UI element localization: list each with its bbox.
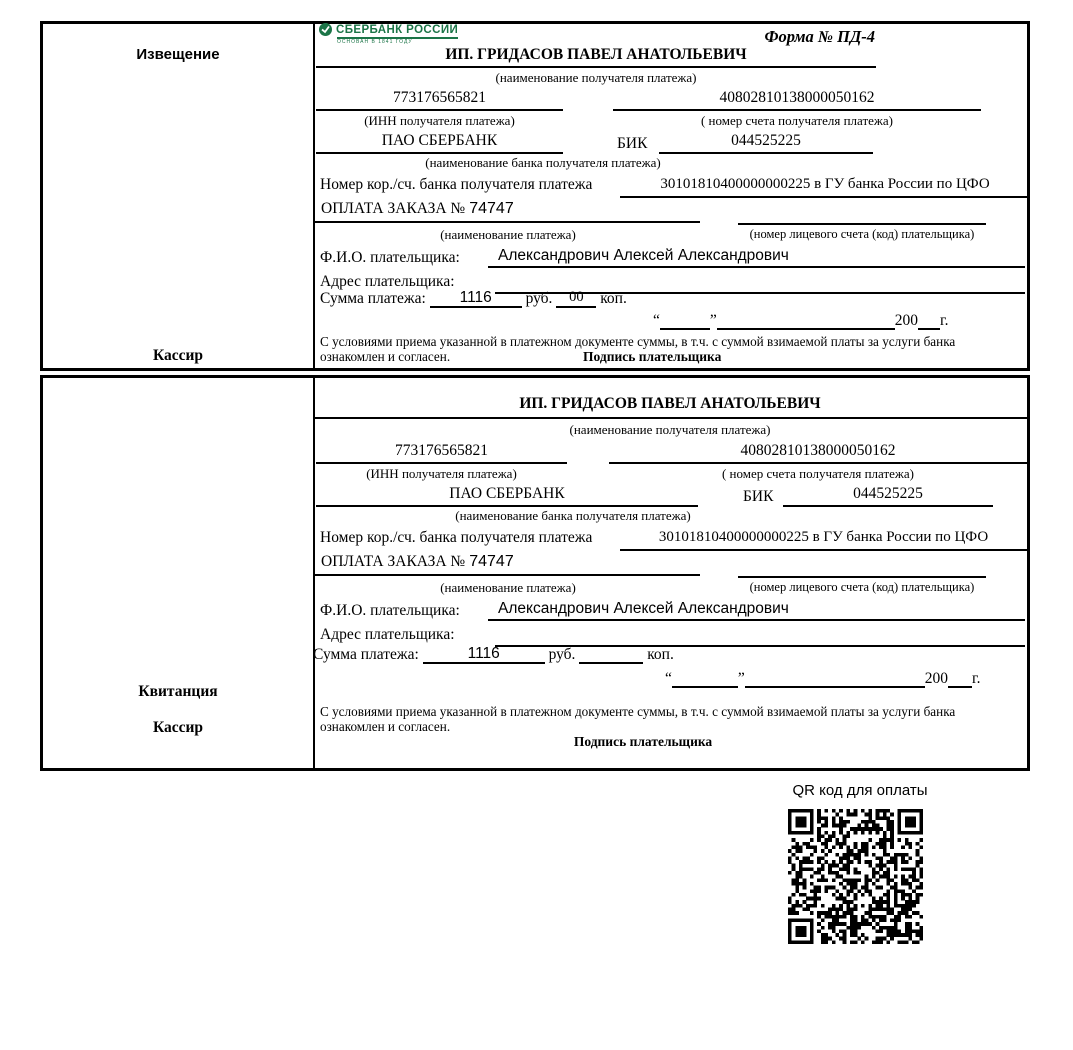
notice-personal-account-field [738,199,986,225]
notice-column-divider [313,24,315,368]
notice-payee-caption: (наименование получателя платежа) [495,70,697,85]
receipt-inn-value: 773176565821 [316,441,567,464]
receipt-payment-name-label: ОПЛАТА ЗАКАЗА № [321,553,466,570]
receipt-sum-label: Сумма платежа: [313,646,419,663]
receipt-close-quote: ” [737,670,745,687]
receipt-agreement-line1: С условиями приема указанной в платежном документе суммы, в т.ч. с суммой взимаемой платы за услуги банка [320,704,956,719]
notice-bik-value: 044525225 [659,131,873,154]
notice-payer-name-label: Ф.И.О. плательщика: [320,249,460,266]
notice-bik-label: БИК [617,135,648,152]
notice-personal-caption: (номер лицевого счета (код) плательщика) [749,227,975,241]
notice-sum-rub-value: 1116 [430,288,522,308]
notice-signature-label: Подпись плательщика [583,349,722,364]
receipt-sum-rub-value: 1116 [423,644,545,664]
receipt-sum-row [313,644,674,664]
notice-payer-address-label: Адрес плательщика: [320,273,455,290]
receipt-bank-caption: (наименование банка получателя платежа) [455,508,691,523]
notice-agreement-line2: ознакомлен и согласен. [320,349,451,364]
sberbank-logo-tagline: ОСНОВАН В 1841 ГОДУ [337,39,413,45]
notice-payment-caption: (наименование платежа) [440,227,576,242]
notice-bank-name: ПАО СБЕРБАНК [316,131,563,154]
receipt-payer-name-label: Ф.И.О. плательщика: [320,602,460,619]
qr-code [788,809,923,944]
notice-payer-name-value: Александрович Алексей Александрович [488,245,1025,268]
receipt-signature-label: Подпись плательщика [573,734,713,749]
receipt-payee-caption: (наименование получателя платежа) [569,422,771,437]
notice-sum-label: Сумма платежа: [320,290,426,307]
sberbank-logo [319,23,458,45]
receipt-account-caption: ( номер счета получателя платежа) [721,466,915,481]
notice-account-value: 40802810138000050162 [613,88,981,111]
notice-rub-label: руб. [525,290,553,307]
notice-open-quote: “ [653,312,660,329]
notice-bank-caption: (наименование банка получателя платежа) [425,155,661,170]
receipt-personal-account-field [738,552,986,578]
notice-date-day-blank [660,310,710,330]
notice-year-suffix: г. [940,312,949,329]
receipt-bik-value: 044525225 [783,484,993,507]
receipt-order-number: 74747 [469,553,514,570]
receipt-year-blank [948,668,972,688]
notice-payee-name: ИП. ГРИДАСОВ ПАВЕЛ АНАТОЛЬЕВИЧ [316,45,876,68]
receipt-date-row [665,668,981,688]
receipt-cashier-label: Кассир [152,719,204,736]
notice-year-blank [918,310,940,330]
receipt-year-suffix: г. [972,670,981,687]
qr-label: QR код для оплаты [792,782,928,799]
notice-date-row [653,310,949,330]
receipt-section-label: Квитанция [138,683,218,700]
notice-section [40,21,1030,371]
notice-section-label: Извещение [136,46,220,63]
receipt-payment-caption: (наименование платежа) [440,580,576,595]
notice-corr-label: Номер кор./сч. банка получателя платежа [320,176,593,193]
notice-year-prefix: 200 [894,312,919,329]
receipt-corr-label: Номер кор./сч. банка получателя платежа [320,529,593,546]
receipt-kop-label: коп. [647,646,674,663]
sberbank-logo-text: СБЕРБАНК РОССИИ [336,23,459,36]
sberbank-emblem-icon [319,23,332,36]
receipt-payer-name-value: Александрович Алексей Александрович [488,598,1025,621]
receipt-date-day-blank [672,668,738,688]
notice-inn-value: 773176565821 [316,88,563,111]
notice-corr-value: 30101810400000000225 в ГУ банка России по ЦФО [620,173,1030,198]
notice-cashier-label: Кассир [152,347,204,364]
receipt-open-quote: “ [665,670,672,687]
receipt-year-prefix: 200 [924,670,949,687]
receipt-inn-caption: (ИНН получателя платежа) [366,466,517,481]
receipt-corr-value: 30101810400000000225 в ГУ банка России по ЦФО [620,526,1027,551]
receipt-bank-name: ПАО СБЕРБАНК [316,484,698,507]
notice-account-caption: ( номер счета получателя платежа) [700,113,894,128]
receipt-payer-address-label: Адрес плательщика: [320,626,455,643]
notice-order-number: 74747 [469,200,514,217]
receipt-payment-name-field [313,552,700,576]
receipt-personal-caption: (номер лицевого счета (код) плательщика) [749,580,975,594]
notice-payment-name-field [313,199,700,223]
notice-payment-name-label: ОПЛАТА ЗАКАЗА № [321,200,466,217]
receipt-bik-label: БИК [743,488,774,505]
notice-sum-row [320,288,627,308]
notice-inn-caption: (ИНН получателя платежа) [364,113,515,128]
receipt-payee-name: ИП. ГРИДАСОВ ПАВЕЛ АНАТОЛЬЕВИЧ [313,394,1027,419]
notice-sum-kop-value: 00 [556,288,596,308]
notice-kop-label: коп. [600,290,627,307]
receipt-section [40,375,1030,771]
receipt-account-value: 40802810138000050162 [609,441,1027,464]
notice-agreement-line1: С условиями приема указанной в платежном документе суммы, в т.ч. с суммой взимаемой платы за услуги банка [320,334,956,349]
form-code-label: Форма № ПД-4 [764,27,875,46]
notice-date-month-blank [717,310,895,330]
receipt-date-month-blank [745,668,925,688]
receipt-rub-label: руб. [548,646,576,663]
notice-close-quote: ” [709,312,717,329]
receipt-agreement-line2: ознакомлен и согласен. [320,719,451,734]
receipt-sum-kop-value [579,644,643,664]
